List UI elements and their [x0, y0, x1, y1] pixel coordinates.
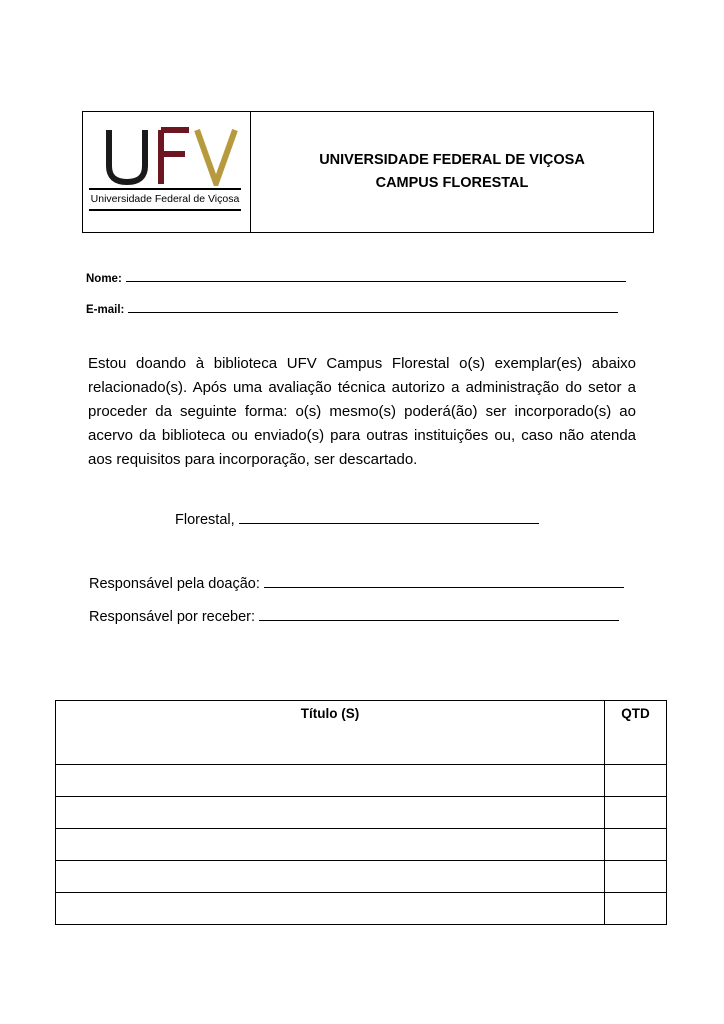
table-header-row — [56, 701, 667, 765]
qtd-cell[interactable] — [605, 765, 667, 797]
qtd-cell[interactable] — [605, 797, 667, 829]
books-table — [55, 700, 667, 925]
donation-statement: Estou doando à biblioteca UFV Campus Florestal o(s) exemplar(es) abaixo relacionado(s). Após uma avaliação técnica autorizo a administração do setor a proceder da seguinte forma: o(s) mesmo(s) poderá(ão) ser incorporado(s) ao acervo da biblioteca ou enviado(s) para outras instituições ou, caso não atenda aos requisitos para incorporação, ser descartado. — [88, 355, 636, 468]
donor-signature-field[interactable] — [89, 573, 624, 592]
place-date-field[interactable] — [175, 509, 539, 528]
place-label: Florestal, — [175, 512, 235, 528]
qtd-cell[interactable] — [605, 861, 667, 893]
donor-blank-line[interactable] — [264, 573, 624, 588]
logo-subtitle: Universidade Federal de Viçosa — [90, 193, 240, 205]
date-blank-line[interactable] — [239, 509, 539, 524]
receiver-label: Responsável por receber: — [89, 609, 256, 625]
title-cell[interactable] — [56, 765, 605, 797]
nome-blank-line[interactable] — [126, 270, 626, 282]
table-row — [56, 893, 667, 925]
donor-label: Responsável pela doação: — [89, 576, 260, 592]
logo-bottom-rule — [89, 209, 241, 211]
university-name: UNIVERSIDADE FEDERAL DE VIÇOSA — [319, 152, 585, 168]
title-cell[interactable] — [56, 893, 605, 925]
nome-field[interactable] — [86, 270, 626, 285]
ufv-logo-letters — [103, 126, 243, 186]
header-box — [82, 111, 654, 233]
email-blank-line[interactable] — [128, 301, 618, 313]
qtd-column-header: QTD — [605, 701, 667, 765]
title-cell[interactable] — [56, 797, 605, 829]
receiver-blank-line[interactable] — [259, 606, 619, 621]
title-cell[interactable] — [56, 861, 605, 893]
qtd-cell[interactable] — [605, 829, 667, 861]
email-label: E-mail: — [86, 304, 125, 316]
qtd-cell[interactable] — [605, 893, 667, 925]
nome-label: Nome: — [86, 273, 122, 285]
ufv-logo — [83, 112, 251, 232]
table-row — [56, 829, 667, 861]
table-row — [56, 765, 667, 797]
logo-top-rule — [89, 188, 241, 190]
header-title — [251, 112, 653, 232]
email-field[interactable] — [86, 301, 618, 316]
table-row — [56, 797, 667, 829]
title-column-header: Título (S) — [56, 701, 605, 765]
receiver-signature-field[interactable] — [89, 606, 619, 625]
campus-name: CAMPUS FLORESTAL — [375, 175, 529, 191]
title-cell[interactable] — [56, 829, 605, 861]
table-row — [56, 861, 667, 893]
